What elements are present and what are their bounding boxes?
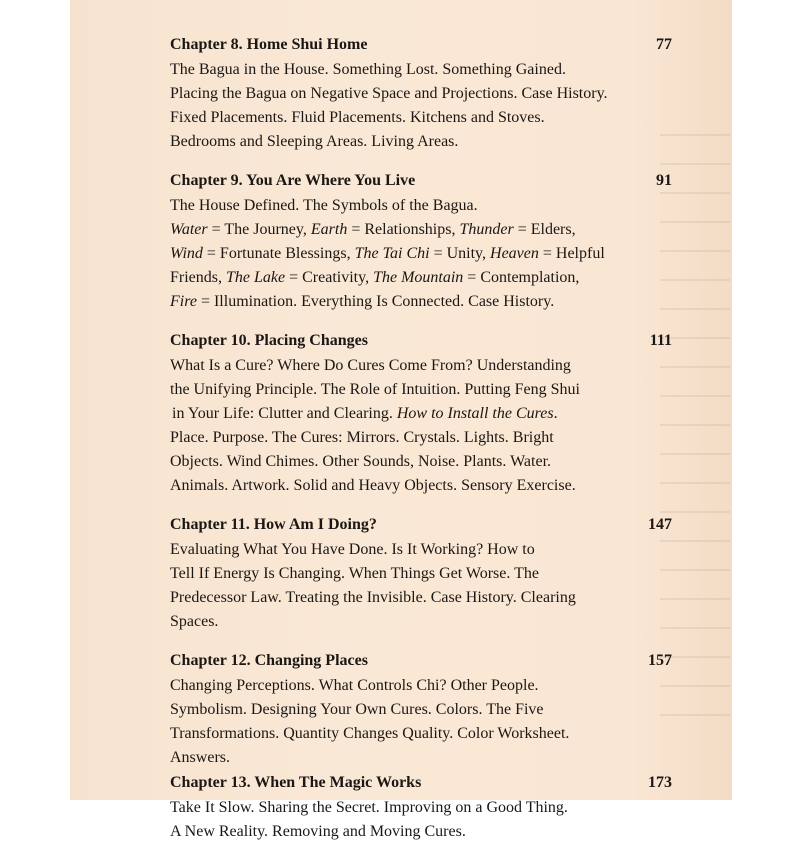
contents-line: Evaluating What You Have Done. Is It Working? How to [170,541,535,558]
contents-line: The House Defined. The Symbols of the Bagua. [170,197,478,214]
contents-line: Changing Perceptions. What Controls Chi? Other People. [170,677,539,694]
chapter-heading [170,168,674,194]
chapter-page-number: 173 [648,774,672,791]
contents-line: Tell If Energy Is Changing. When Things Get Worse. The [170,565,539,582]
contents-line: Placing the Bagua on Negative Space and Projections. Case History. [170,85,608,102]
chapter-page-number: 91 [656,172,672,189]
symbol-name: Heaven [490,245,539,262]
chapter-heading [170,328,674,354]
chapter-contents [170,58,674,154]
contents-line: The Bagua in the House. Something Lost. Something Gained. [170,61,566,78]
contents-line: Place. Purpose. The Cures: Mirrors. Crystals. Lights. Bright [170,429,554,446]
chapter-heading [170,648,674,674]
chapter-contents [170,194,674,314]
contents-line: Spaces. [170,613,219,630]
contents-line: What Is a Cure? Where Do Cures Come From? Understanding [170,357,571,374]
chapter-title: Chapter 12. Changing Places [170,652,368,669]
chapter-entry-9 [170,168,674,314]
contents-line: Wind = Fortunate Blessings, The Tai Chi = Unity, Heaven = Helpful [170,245,605,262]
symbol-name: Earth [310,221,348,238]
chapter-title: Chapter 9. You Are Where You Live [170,172,416,189]
contents-line: Friends, The Lake = Creativity, The Mountain = Contemplation, [170,269,580,286]
symbol-name: Fire [170,293,197,310]
chapter-heading [170,770,674,796]
symbol-name: Thunder [459,221,514,238]
chapter-contents [170,674,674,770]
symbol-name: The Mountain [373,269,464,286]
contents-line: Symbolism. Designing Your Own Cures. Colors. The Five [170,701,544,718]
contents-line: Objects. Wind Chimes. Other Sounds, Noise. Plants. Water. [170,453,552,470]
contents-line: Answers. [170,749,230,766]
contents-line: Animals. Artwork. Solid and Heavy Objects. Sensory Exercise. [170,477,576,494]
contents-line: Predecessor Law. Treating the Invisible. Case History. Clearing [170,589,576,606]
chapter-page-number: 77 [656,36,672,53]
chapter-entry-12 [170,648,674,770]
chapter-page-number: 147 [648,516,672,533]
contents-line: Take It Slow. Sharing the Secret. Improving on a Good Thing. [170,799,568,816]
contents-line: Bedrooms and Sleeping Areas. Living Areas. [170,133,459,150]
chapter-heading [170,32,674,58]
contents-line: the Unifying Principle. The Role of Intuition. Putting Feng Shui [170,381,580,398]
chapter-page-number: 157 [648,652,672,669]
chapter-entry-8 [170,32,674,154]
chapter-page-number: 111 [649,332,672,349]
symbol-name: Water [170,221,208,238]
contents-line: in Your Life: Clutter and Clearing. How to Install the Cures. [172,405,558,422]
contents-line: Fire = Illumination. Everything Is Connected. Case History. [170,293,555,310]
chapter-heading [170,512,674,538]
contents-line: Fixed Placements. Fluid Placements. Kitchens and Stoves. [170,109,545,126]
chapter-entry-13 [170,770,674,844]
table-of-contents [170,32,674,858]
contents-line: Water = The Journey, Earth = Relationships, Thunder = Elders, [170,221,576,238]
chapter-title: Chapter 11. How Am I Doing? [170,516,377,533]
chapter-contents [170,538,674,634]
chapter-title: Chapter 8. Home Shui Home [170,36,368,53]
contents-line: A New Reality. Removing and Moving Cures. [170,823,466,840]
symbol-name: Wind [170,245,203,262]
chapter-contents [170,354,674,498]
symbol-name: The Lake [226,269,286,286]
contents-line: Transformations. Quantity Changes Quality. Color Worksheet. [170,725,570,742]
chapter-title: Chapter 13. When The Magic Works [170,774,422,791]
chapter-contents [170,796,674,844]
chapter-title: Chapter 10. Placing Changes [170,332,368,349]
symbol-name: The Tai Chi [354,245,430,262]
chapter-entry-11 [170,512,674,634]
chapter-entry-10 [170,328,674,498]
